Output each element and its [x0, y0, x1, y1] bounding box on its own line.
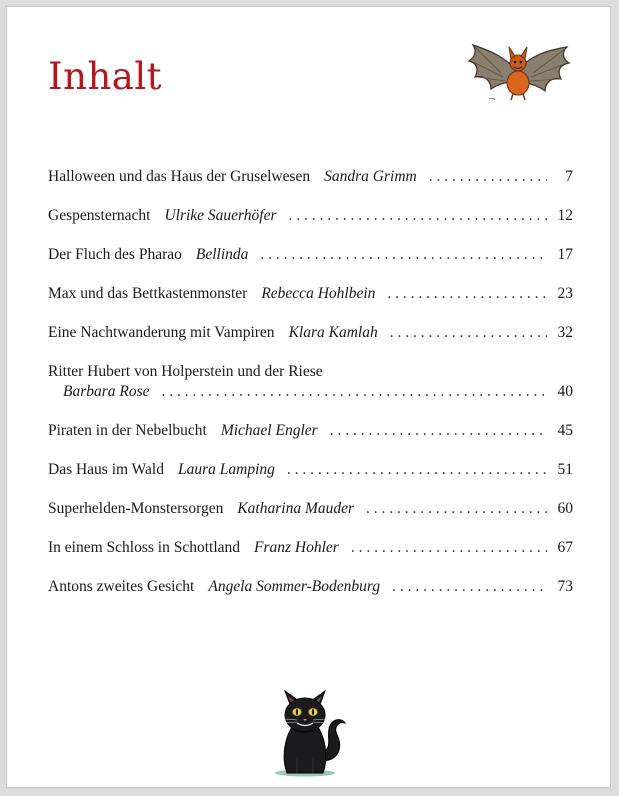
toc-entry[interactable]	[48, 577, 573, 597]
story-title: Ritter Hubert von Holperstein und der Riese	[48, 363, 323, 380]
toc-entry[interactable]	[48, 245, 573, 265]
page-number: 60	[557, 500, 573, 517]
page-title: Inhalt	[48, 55, 163, 98]
story-author: Bellinda	[195, 246, 249, 263]
page-number: 45	[557, 422, 573, 439]
story-title: Eine Nachtwanderung mit Vampiren	[48, 324, 275, 341]
story-author: Michael Engler	[220, 422, 318, 439]
dot-leader	[260, 245, 547, 265]
dot-leader	[390, 323, 547, 343]
dot-leader	[351, 538, 547, 558]
dot-leader	[287, 460, 547, 480]
page-number: 67	[557, 539, 573, 556]
story-author: Sandra Grimm	[324, 168, 417, 185]
story-author: Barbara Rose	[63, 383, 150, 400]
story-title: Das Haus im Wald	[48, 461, 164, 478]
story-author: Franz Hohler	[254, 539, 339, 556]
story-author: Klara Kamlah	[288, 324, 378, 341]
dot-leader	[162, 382, 547, 402]
dot-leader	[429, 167, 547, 187]
toc-entry[interactable]	[48, 499, 573, 519]
story-author: Ulrike Sauerhöfer	[164, 207, 277, 224]
story-title: Antons zweites Gesicht	[48, 578, 195, 595]
toc-entry[interactable]	[48, 206, 573, 226]
page-number: 73	[557, 578, 573, 595]
dot-leader	[289, 206, 547, 226]
toc-entry[interactable]	[48, 362, 573, 402]
toc-entry[interactable]	[48, 167, 573, 187]
toc-entry[interactable]	[48, 538, 573, 558]
story-author: Angela Sommer-Bodenburg	[208, 578, 381, 595]
page-number: 7	[565, 168, 573, 185]
toc-entry[interactable]	[48, 460, 573, 480]
story-title: Max und das Bettkastenmonster	[48, 285, 248, 302]
toc-entry[interactable]	[48, 284, 573, 304]
page-number: 23	[557, 285, 573, 302]
story-author: Rebecca Hohlbein	[261, 285, 376, 302]
story-title: In einem Schloss in Schottland	[48, 539, 241, 556]
dot-leader	[387, 284, 547, 304]
story-title: Der Fluch des Pharao	[48, 246, 182, 263]
dot-leader	[330, 421, 547, 441]
page-number: 32	[557, 324, 573, 341]
page-number: 51	[557, 461, 573, 478]
story-title: Gespensternacht	[48, 207, 151, 224]
dot-leader	[392, 577, 547, 597]
black-cat-illustration	[269, 677, 351, 777]
bat-illustration	[461, 37, 573, 109]
page-number: 40	[557, 383, 573, 400]
story-title: Piraten in der Nebelbucht	[48, 422, 207, 439]
dot-leader	[366, 499, 547, 519]
book-page	[6, 6, 611, 788]
toc-entry[interactable]	[48, 323, 573, 343]
story-title: Halloween und das Haus der Gruselwesen	[48, 168, 311, 185]
toc-entry[interactable]	[48, 421, 573, 441]
story-title: Superhelden-Monstersorgen	[48, 500, 224, 517]
story-author: Laura Lamping	[178, 461, 275, 478]
story-author: Katharina Mauder	[237, 500, 355, 517]
page-number: 17	[557, 246, 573, 263]
page-number: 12	[557, 207, 573, 224]
